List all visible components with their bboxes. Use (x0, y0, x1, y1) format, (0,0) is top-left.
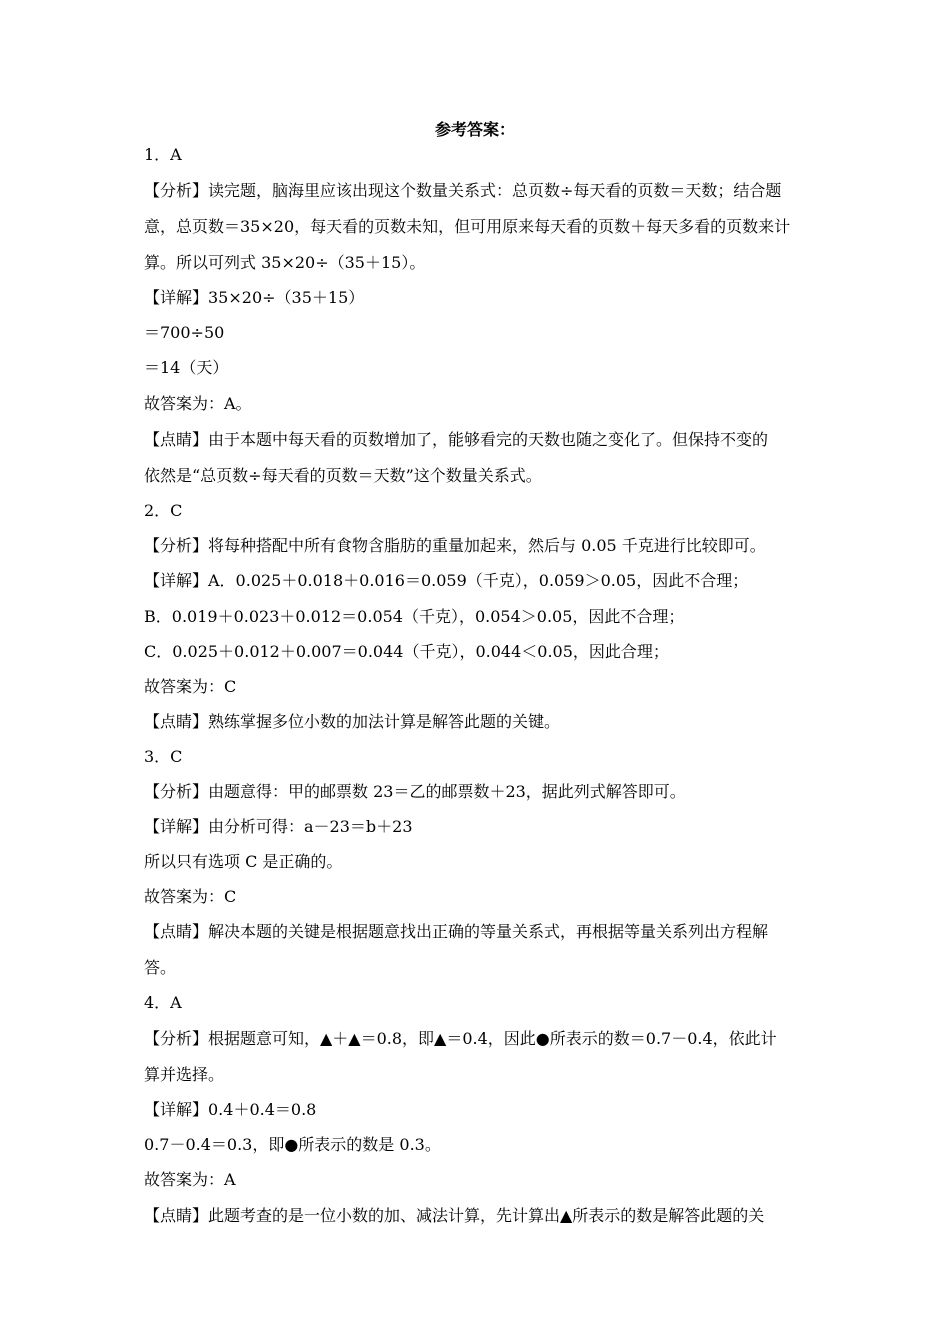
text-line: 故答案为：A (144, 1170, 236, 1189)
text-line: 【点睛】熟练掌握多位小数的加法计算是解答此题的关键。 (144, 712, 561, 731)
text-line: 【点睛】解决本题的关键是根据题意找出正确的等量关系式，再根据等量关系列出方程解 (144, 922, 769, 941)
text-line: 3．C (144, 747, 183, 766)
text-line: 【点睛】由于本题中每天看的页数增加了，能够看完的天数也随之变化了。但保持不变的 (144, 430, 769, 449)
text-line: 故答案为：C (144, 887, 237, 906)
text-line: B．0.019＋0.023＋0.012＝0.054（千克），0.054＞0.05，因此不合理； (144, 607, 685, 626)
text-line: 【分析】将每种搭配中所有食物含脂肪的重量加起来，然后与 0.05 千克进行比较即可。 (144, 536, 766, 555)
text-line: 答。 (144, 958, 177, 977)
text-line: 【分析】读完题，脑海里应该出现这个数量关系式：总页数÷每天看的页数＝天数；结合题 (144, 181, 782, 200)
text-line: 故答案为：C (144, 677, 237, 696)
text-line: ＝700÷50 (144, 323, 225, 342)
text-line: 【分析】由题意得：甲的邮票数 23＝乙的邮票数＋23，据此列式解答即可。 (144, 782, 686, 801)
text-line: 4．A (144, 993, 182, 1012)
page-title: 参考答案： (434, 120, 515, 139)
text-line: 【详解】A．0.025＋0.018＋0.016＝0.059（千克），0.059＞0.05，因此不合理； (144, 571, 749, 590)
text-line: 所以只有选项 C 是正确的。 (144, 852, 343, 871)
text-line: C．0.025＋0.012＋0.007＝0.044（千克），0.044＜0.05，因此合理； (144, 642, 669, 661)
text-line: 【详解】0.4＋0.4＝0.8 (144, 1100, 317, 1119)
text-line: 【详解】35×20÷（35＋15） (144, 288, 365, 307)
text-line: 故答案为：A。 (144, 394, 252, 413)
text-line: 算并选择。 (144, 1065, 225, 1084)
text-line: 意，总页数＝35×20，每天看的页数未知，但可用原来每天看的页数＋每天多看的页数来计 (144, 217, 791, 236)
text-line: 算。所以可列式 35×20÷（35＋15）。 (144, 253, 426, 272)
text-line: ＝14（天） (144, 358, 229, 377)
text-line: 【详解】由分析可得：a－23＝b＋23 (144, 817, 413, 836)
text-line: 【分析】根据题意可知，▲＋▲＝0.8，即▲＝0.4，因此●所表示的数＝0.7－0.4，依此计 (144, 1029, 777, 1048)
text-line: 0.7－0.4＝0.3，即●所表示的数是 0.3。 (144, 1135, 441, 1154)
text-line: 【点睛】此题考查的是一位小数的加、减法计算，先计算出▲所表示的数是解答此题的关 (144, 1206, 765, 1225)
text-line: 2．C (144, 501, 183, 520)
text-line: 依然是“总页数÷每天看的页数＝天数”这个数量关系式。 (144, 466, 542, 485)
text-line: 1．A (144, 145, 182, 164)
